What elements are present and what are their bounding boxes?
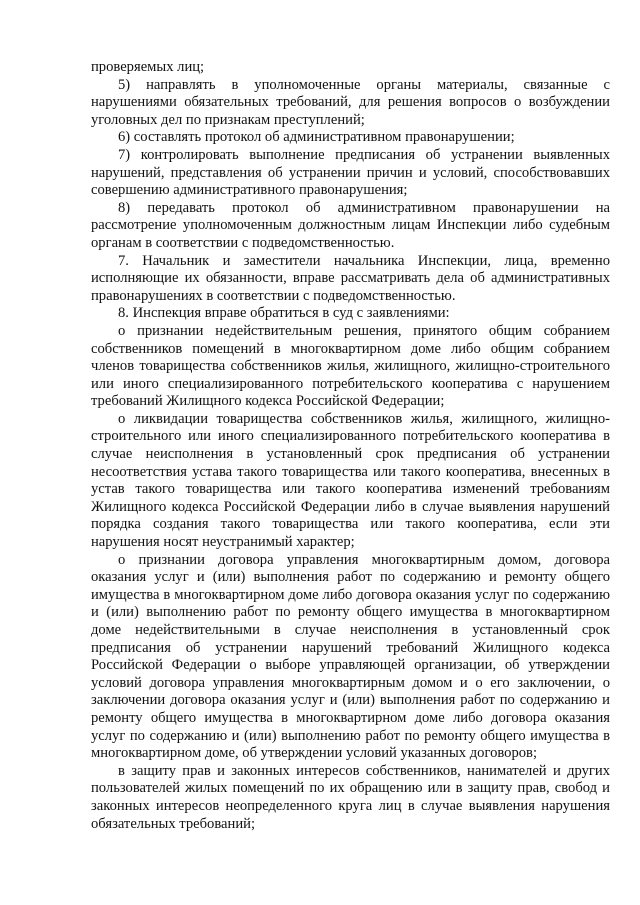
paragraph-item-7: 7) контролировать выполнение предписания об устранении выявленных нарушений, представления об устранении причин и условий, способствовавших совершению административного правонарушения; [91,146,610,199]
paragraph-section-8: 8. Инспекция вправе обратиться в суд с заявлениями: [118,305,450,322]
paragraph-claim-decision: о признании недействительным решения, принятого общим собранием собственников помещений в многоквартирном доме либо общим собранием членов товарищества собственников жилья, жилищного, жилищно-строительного или иного специализированного потребительского кооператива с нарушением требований Жилищного кодекса Российской Федерации; [91,322,610,410]
document-page [91,59,610,833]
paragraph-item-6: 6) составлять протокол об административном правонарушении; [118,129,515,146]
paragraph-claim-contract: о признании договора управления многоквартирным домом, договора оказания услуг и (или) выполнения работ по содержанию и ремонту общего имущества в многоквартирном доме либо договора оказания услуг по содержанию и (или) выполнению работ по ремонту общего имущества в многоквартирном доме недействительными в случае неисполнения в установленный срок предписания об устранении нарушений требований Жилищного кодекса Российской Федерации о выборе управляющей организации, об утверждении условий договора управления многоквартирным домом и о его заключении, о заключении договора оказания услуг и (или) выполнения работ по содержанию и ремонту общего имущества в многоквартирном доме либо договора оказания услуг по содержанию и (или) выполнению работ по ремонту общего имущества в многоквартирном доме, об утверждении условий указанных договоров; [91,551,610,762]
paragraph-claim-protection: в защиту прав и законных интересов собственников, нанимателей и других пользователей жилых помещений по их обращению или в защиту прав, свобод и законных интересов неопределенного круга лиц в случае выявления нарушения обязательных требований; [91,762,610,832]
paragraph-section-7: 7. Начальник и заместители начальника Инспекции, лица, временно исполняющие их обязанности, вправе рассматривать дела об административных правонарушениях в соответствии с подведомственностью. [91,252,610,304]
paragraph-claim-liquidation: о ликвидации товарищества собственников жилья, жилищного, жилищно-строительного или иного специализированного потребительского кооператива в случае неисполнения в установленный срок предписания об устранении несоответствия устава такого товарищества или такого кооператива, внесенных в устав такого товарищества или такого кооператива изменений требованиям Жилищного кодекса Российской Федерации либо в случае выявления нарушений порядка создания такого товарищества или такого кооператива, если эти нарушения носят неустранимый характер; [91,410,610,551]
paragraph-item-5: 5) направлять в уполномоченные органы материалы, связанные с нарушениями обязательных требований, для решения вопросов о возбуждении уголовных дел по признакам преступлений; [91,76,610,128]
paragraph-item-8: 8) передавать протокол об административном правонарушении на рассмотрение уполномоченным должностным лицам Инспекции либо судебным органам в соответствии с подведомственностью. [91,199,610,251]
paragraph-continuation: проверяемых лиц; [91,59,205,75]
